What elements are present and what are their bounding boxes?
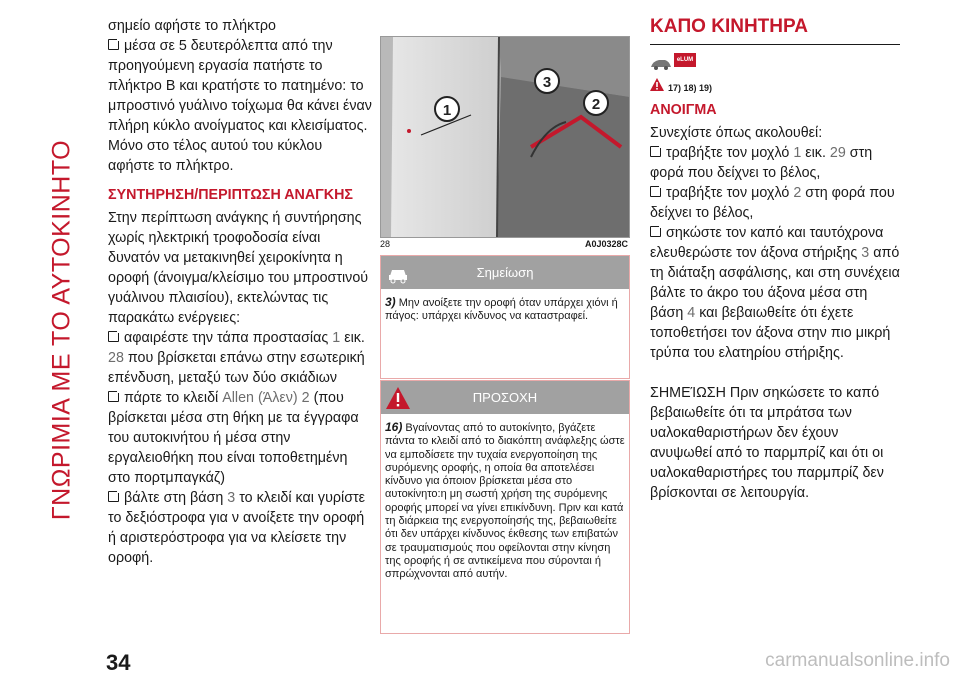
warning-box: [380, 380, 630, 634]
watermark: carmanualsonline.info: [765, 650, 950, 671]
list-item: βάλτε στη βάση 3 το κλειδί και γυρίστε το δεξιόστροφα για ν ανοίξετε την οροφή ή αριστερόστροφα για να κλείσετε την οροφή.: [108, 490, 366, 566]
left-column: [108, 16, 372, 568]
checkbox-bullet-icon: [650, 146, 661, 157]
callout-label-1: 1: [442, 102, 452, 119]
section-heading-hood: ΚΑΠΟ ΚΙΝΗΤΗΡΑ: [650, 16, 808, 37]
intro-text: σημείο αφήστε το πλήκτρο: [108, 18, 277, 34]
callout-label-2: 2: [591, 96, 601, 113]
intro-text: Συνεχίστε όπως ακολουθεί:: [650, 125, 823, 141]
checkbox-bullet-icon: [650, 226, 661, 237]
paragraph: Στην περίπτωση ανάγκης ή συντήρησης χωρίς ηλεκτρική τροφοδοσία είναι δυνατόν να μετακινηθεί χειροκίνητα η οροφή (άνοιγμα/κλείσιμο του μπροστινού γυάλινου πλαισίου), εκτελώντας τις παρακάτω ενέργειες:: [108, 210, 369, 326]
note-paragraph: ΣΗΜΕΊΩΣΗ Πριν σηκώσετε το καπό βεβαιωθείτε ότι τα μπράτσα των υαλοκαθαριστήρων δεν έχουν ανυψωθεί από το παρμπρίζ και ότι οι υαλοκαθαριστήρες του παρμπρίζ δεν βρίσκονται σε λειτουργία.: [650, 385, 884, 501]
heading-rule: [650, 44, 900, 45]
callout-label-3: 3: [542, 74, 552, 91]
note-title: Σημείωση: [476, 265, 534, 280]
list-item: τραβήξτε τον μοχλό 1 εικ. 29 στη φορά που δείχνει το βέλος,: [650, 145, 873, 181]
side-section-title: ΓΝΩΡΙΜΙΑ ΜΕ ΤΟ ΑΥΤΟΚΙΝΗΤΟ: [47, 139, 76, 521]
note-box: [380, 255, 630, 379]
warning-title: ΠΡΟΣΟΧΗ: [472, 390, 538, 405]
section-heading: ΣΥΝΤΗΡΗΣΗ/ΠΕΡΙΠΤΩΣΗ ΑΝΑΓΚΗΣ: [108, 187, 354, 203]
checkbox-bullet-icon: [650, 186, 661, 197]
car-silhouette-icon: [650, 57, 672, 71]
model-icons: [650, 53, 900, 73]
checkbox-bullet-icon: [108, 39, 119, 50]
ref-numbers: 17) 18) 19): [668, 83, 713, 93]
warning-small-icon: [650, 78, 664, 91]
list-item: πάρτε το κλειδί Allen (Άλεν) 2 (που βρίσκεται μέσα στη θήκη με τα έγγραφα του αυτοκινήτου ή μέσα στην εργαλειοθήκη που είναι τοποθετημένη στο πορτμπαγκάζ): [108, 390, 359, 486]
list-item: μέσα σε 5 δευτερόλεπτα από την προηγούμενη εργασία πατήστε το πλήκτρο B και κρατήστε το πατημένο: το μπροστινό γυάλινο τοίχωμα θα κάνει έναν πλήρη κύκλο ανοίγματος και κλεισίματος. Μόνο στο τέλος αυτού του κύκλου αφήστε το πλήκτρο.: [108, 38, 372, 174]
list-item: σηκώστε τον καπό και ταυτόχρονα ελευθερώστε τον άξονα στήριξης 3 από τη διάταξη ασφάλισης, και στη συνέχεια βάλτε το άκρο του άξονα μέσα στη βάση 4 και βεβαιωθείτε ότι έχετε τοποθετήσει τον άξονα στην πιο μικρή τρύπα του ελατηρίου στήριξης.: [650, 225, 900, 361]
page-number: 34: [106, 650, 131, 675]
figure-number: 28: [380, 239, 391, 249]
callout-1: [435, 97, 459, 121]
warning-refs: [650, 77, 900, 93]
subheading-opening: ΑΝΟΙΓΜΑ: [650, 102, 717, 118]
checkbox-bullet-icon: [108, 331, 119, 342]
sunroof-illustration: [381, 37, 629, 237]
callout-2: [584, 91, 608, 115]
list-item: αφαιρέστε την τάπα προστασίας 1 εικ. 28 που βρίσκεται επάνω στην εσωτερική επένδυση, μεταξύ των δύο σκιάδιων: [108, 330, 365, 386]
checkbox-bullet-icon: [108, 491, 119, 502]
list-item: τραβήξτε τον μοχλό 2 στη φορά που δείχνει το βέλος,: [650, 185, 895, 221]
note-header: [381, 256, 629, 289]
right-column: [650, 16, 900, 503]
figure-28: [380, 36, 630, 238]
warning-body: 16) Βγαίνοντας από το αυτοκίνητο, βγάζετε πάντα το κλειδί από το διακόπτη ανάφλεξης ώστε να εμποδίσετε την τυχαία ενεργοποίηση της συρόμενης οροφής, η οποία θα αποτελέσει κίνδυνο για όποιον βρίσκεται μέσα στο αυτοκίνητο:η μη σωστή χρήση της συρόμενης οροφής μπορεί να γίνει επικίνδυνη. Πριν και κατά τη διάρκεια της ενεργοποίησής της, βεβαιωθείτε ότι δεν υπάρχει κίνδυνος έκθεσης των επιβατών σε τραυματισμούς που οφείλονται στην κίνηση της οροφής ή σε αντικείμενα που σύρονται ή σπρώχνονται από αυτήν.: [385, 420, 625, 581]
checkbox-bullet-icon: [108, 391, 119, 402]
warning-header: [381, 381, 629, 414]
callout-3: [535, 69, 559, 93]
elum-badge: eLUM: [674, 53, 696, 67]
note-body: 3) Μην ανοίξετε την οροφή όταν υπάρχει χιόνι ή πάγος: υπάρχει κίνδυνος να καταστραφεί.: [385, 295, 618, 323]
figure-code: A0J0328C: [584, 239, 628, 249]
